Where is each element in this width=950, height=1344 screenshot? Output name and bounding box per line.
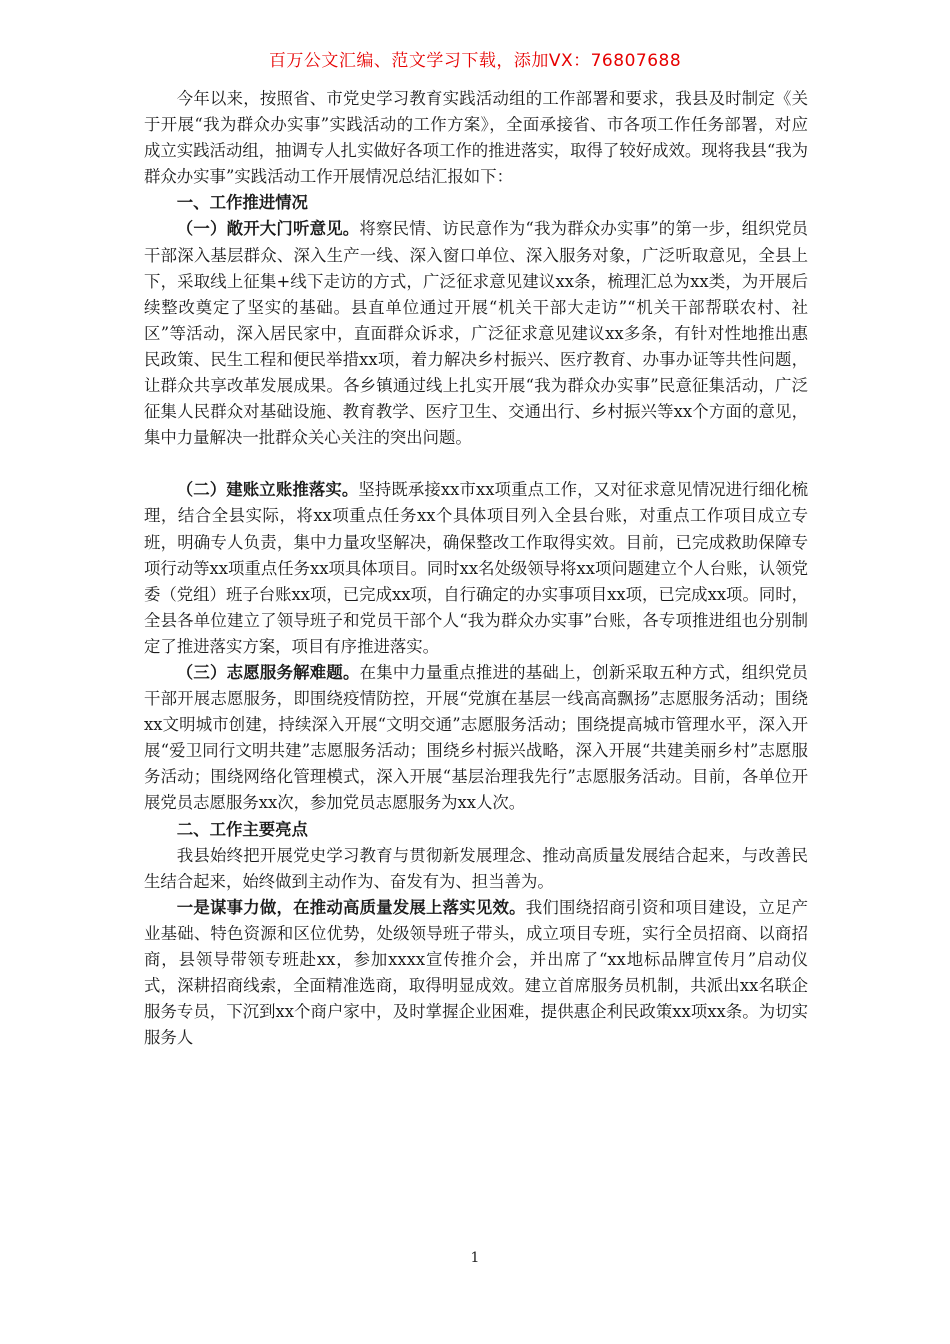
- item-text: 坚持既承接xx市xx项重点工作，又对征求意见情况进行细化梳理，结合全县实际，将xx项重点任务xx个具体项目列入全县台账，对重点工作项目成立专班，明确专人负责，集中力量攻坚解决，确保整改工作取得实效。目前，已完成救助保障专项行动等xx项重点任务xx项具体项目。同时xx名处级领导将xx项问题建立个人台账，认领党委（党组）班子台账xx项，已完成xx项，自行确定的办实事项目xx项，已完成xx项。同时，全县各单位建立了领导班子和党员干部个人“我为群众办实事”台账，各专项推进组也分别制定了推进落实方案，项目有序推进落实。: [144, 480, 809, 656]
- item-lead: 一是谋事力做，在推动高质量发展上落实见效。: [176, 897, 526, 917]
- section2-intro: 我县始终把开展党史学习教育与贯彻新发展理念、推动高质量发展结合起来，与改善民生结合起来，始终做到主动作为、奋发有为、担当善为。: [144, 845, 808, 891]
- section2-item-1: [144, 895, 808, 1052]
- document-body: [144, 86, 808, 1051]
- item-lead: （一）敞开大门听意见。: [176, 219, 360, 239]
- paragraph-gap: [144, 451, 808, 477]
- item-text: 将察民情、访民意作为“我为群众办实事”的第一步，组织党员干部深入基层群众、深入生产一线、深入窗口单位、深入服务对象，广泛听取意见，全县上下，采取线上征集+线下走访的方式，广泛征求意见建议xx条，梳理汇总为xx类，为开展后续整改奠定了坚实的基础。县直单位通过开展“机关干部大走访”“机关干部帮联农村、社区”等活动，深入居民家中，直面群众诉求，广泛征求意见建议xx多条，有针对性地推出惠民政策、民生工程和便民举措xx项，着力解决乡村振兴、医疗教育、办事办证等共性问题，让群众共享改革发展成果。各乡镇通过线上扎实开展“我为群众办实事”民意征集活动，广泛征集人民群众对基础设施、教育教学、医疗卫生、交通出行、乡村振兴等xx个方面的意见，集中力量解决一批群众关心关注的突出问题。: [144, 219, 808, 448]
- page-number: 1: [470, 1250, 480, 1266]
- item-text: 在集中力量重点推进的基础上，创新采取五种方式，组织党员干部开展志愿服务，即围绕疫情防控，开展“党旗在基层一线高高飘扬”志愿服务活动；围绕xx文明城市创建，持续深入开展“文明交通”志愿服务活动；围绕提高城市管理水平，深入开展“爱卫同行文明共建”志愿服务活动；围绕乡村振兴战略，深入开展“共建美丽乡村”志愿服务活动；围绕网络化管理模式，深入开展“基层治理我先行”志愿服务活动。目前，各单位开展党员志愿服务xx次，参加党员志愿服务为xx人次。: [144, 662, 809, 813]
- section2-heading: 二、工作主要亮点: [176, 819, 308, 839]
- item-text: 我们围绕招商引资和项目建设，立足产业基础、特色资源和区位优势，处级领导班子带头，成立项目专班，实行全员招商、以商招商，县领导带领专班赴xx，参加xxxx宣传推介会，并出席了“xx地标品牌宣传月”启动仪式，深耕招商线索，全面精准选商，取得明显成效。建立首席服务员机制，共派出xx名联企服务专员，下沉到xx个商户家中，及时掌握企业困难，提供惠企利民政策xx项xx条。为切实服务人: [144, 897, 809, 1048]
- section1-heading: 一、工作推进情况: [176, 193, 308, 213]
- item-lead: （三）志愿服务解难题。: [176, 662, 360, 682]
- item-lead: （二）建账立账推落实。: [176, 480, 359, 500]
- intro-paragraph: 今年以来，按照省、市党史学习教育实践活动组的工作部署和要求，我县及时制定《关于开展“我为群众办实事”实践活动的工作方案》，全面承接省、市各项工作任务部署，对应成立实践活动组，抽调专人扎实做好各项工作的推进落实，取得了较好成效。现将我县“我为群众办实事”实践活动工作开展情况总结汇报如下：: [144, 89, 809, 187]
- promo-header: 百万公文汇编、范文学习下载，添加VX：76807688: [268, 51, 682, 71]
- section1-item-3: [144, 660, 808, 817]
- section1-item-1: [144, 216, 808, 451]
- section1-item-2: [144, 477, 808, 660]
